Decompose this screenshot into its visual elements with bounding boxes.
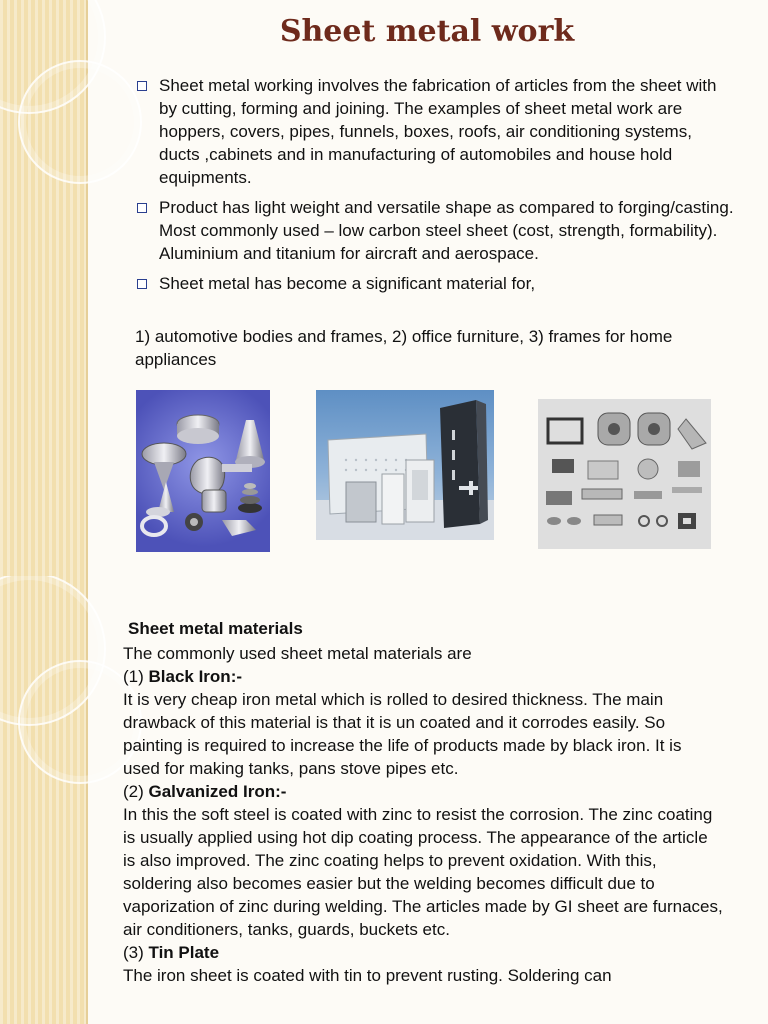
square-bullet-icon [137,203,147,213]
material-number: (3) [123,943,149,962]
square-bullet-icon [137,81,147,91]
material-heading [123,941,723,964]
material-name: Black Iron:- [148,667,243,686]
material-description: It is very cheap iron metal which is rolled to desired thickness. The main drawback of this material is that it is un coated and it corrodes easily. So painting is required to increase the life of products made by black iron. It is used for making tanks, pans stove pipes etc. [123,690,682,778]
slide-2 [0,576,768,1024]
bullet-item [134,74,734,189]
material-name: Tin Plate [148,943,220,962]
bullet-text: Sheet metal has become a significant material for, [159,274,536,293]
decorative-side-band [0,576,88,1024]
material-description: The iron sheet is coated with tin to prevent rusting. Soldering can [123,966,612,985]
section-heading: Sheet metal materials [128,619,303,638]
pressed-metal-parts-photo [136,390,270,552]
enclosures-photo [316,390,494,540]
bullet-item [134,196,734,265]
decorative-ring [18,60,142,184]
bullet-text: Product has light weight and versatile shape as compared to forging/casting. Most commonly used – low carbon steel sheet (cost, strength, formability). Aluminium and titanium for aircraft and aerospace. [159,198,734,263]
materials-body [123,642,723,987]
applications-line: 1) automotive bodies and frames, 2) office furniture, 3) frames for home appliances [135,327,673,369]
material-heading [123,780,723,803]
material-description: In this the soft steel is coated with zinc to resist the corrosion. The zinc coating is usually applied using hot dip coating process. The appearance of the article is also improved. The zinc coating helps to prevent oxidation. With this, soldering also becomes easier but the welding becomes difficult due to vaporization of zinc during welding. The articles made by GI sheet are furnaces, air conditioners, tanks, guards, buckets etc. [123,805,723,939]
slide-title: Sheet metal work [279,14,575,49]
material-name: Galvanized Iron:- [148,782,287,801]
bullet-list [134,74,734,302]
bullet-text: Sheet metal working involves the fabrication of articles from the sheet with by cutting, forming and joining. The examples of sheet metal work are hoppers, covers, pipes, funnels, boxes, roofs, air conditioning systems, ducts ,cabinets and in manufacturing of automobiles and house hold equipments. [159,76,717,187]
material-heading [123,665,723,688]
materials-intro: The commonly used sheet metal materials are [123,644,472,663]
bullet-item [134,272,734,295]
stamped-parts-photo [538,399,711,549]
material-number: (1) [123,667,149,686]
square-bullet-icon [137,279,147,289]
material-number: (2) [123,782,149,801]
decorative-side-band [0,0,88,576]
